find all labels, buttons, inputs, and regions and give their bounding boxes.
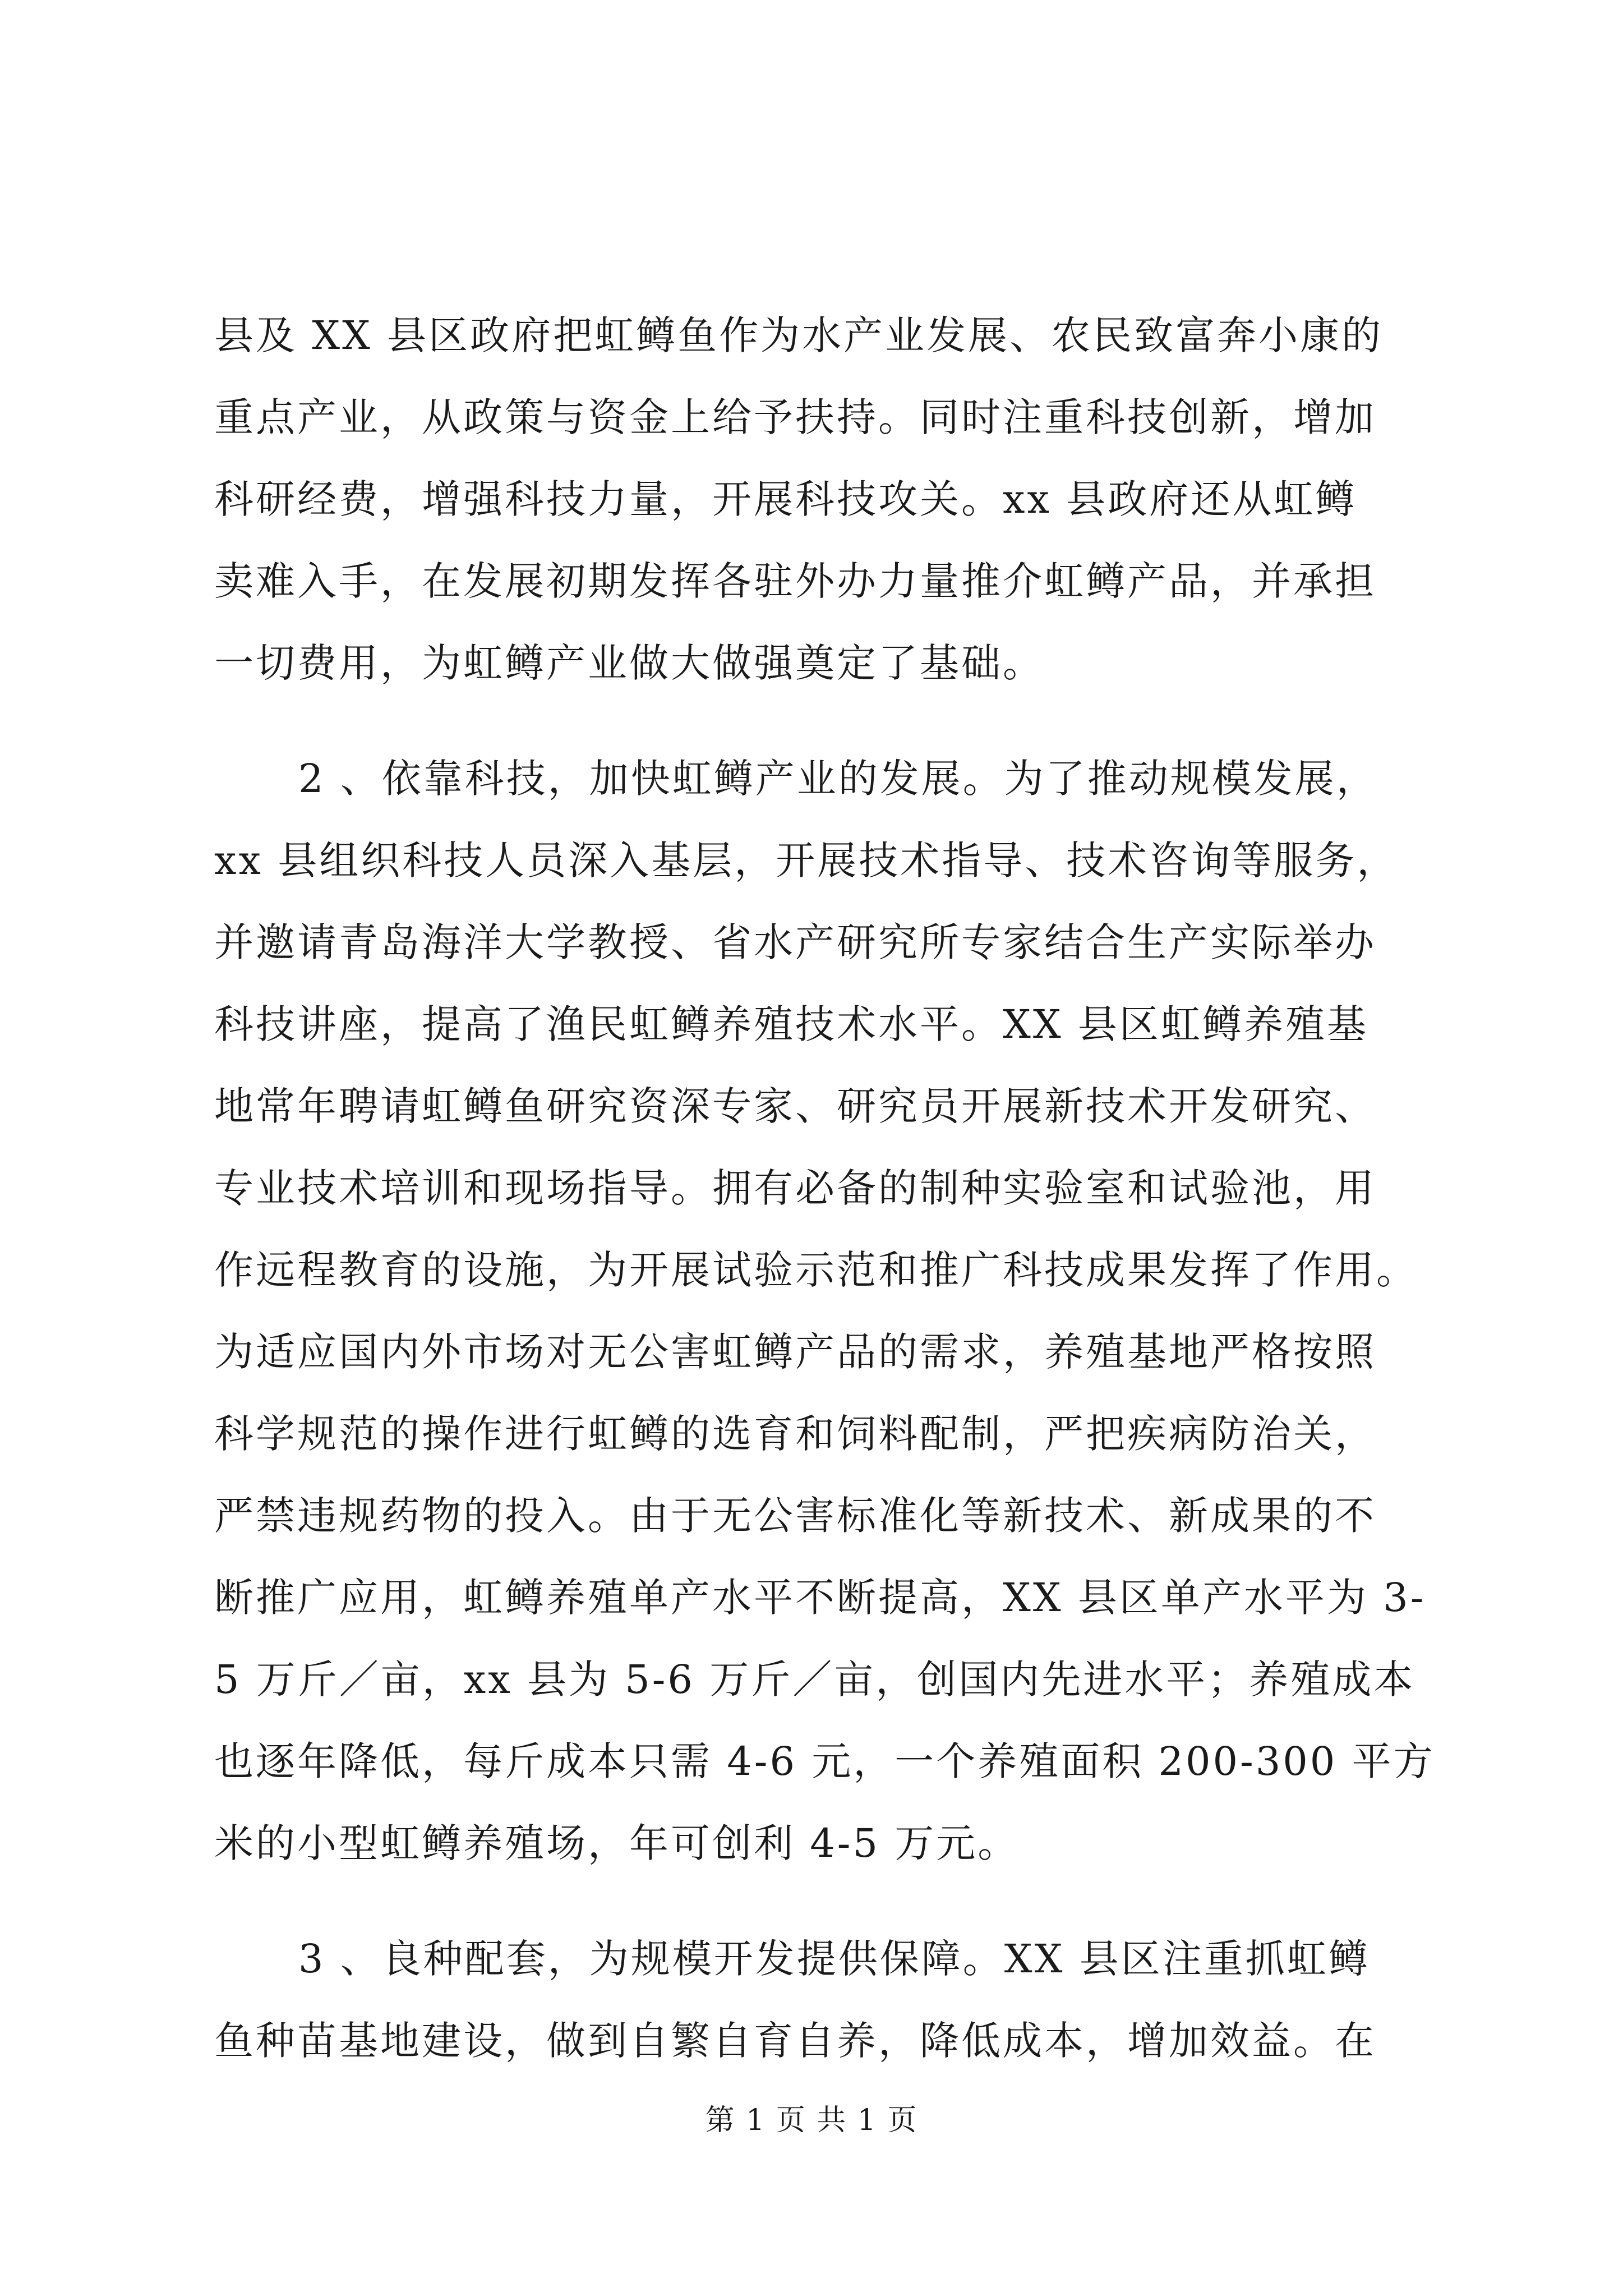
text-line: 严禁违规药物的投入。由于无公害标准化等新技术、新成果的不 [214, 1493, 1376, 1539]
paragraph-gap [214, 704, 1414, 738]
page-number-label: 第 1 页 共 1 页 [705, 2104, 918, 2137]
text-line: 专业技术培训和现场指导。拥有必备的制种实验室和试验池，用 [214, 1165, 1376, 1211]
text-line: 5 万斤／亩，xx 县为 5-6 万斤／亩，创国内先进水平；养殖成本 [214, 1657, 1415, 1703]
text-line: 卖难入手，在发展初期发挥各驻外办力量推介虹鳟产品，并承担 [214, 558, 1376, 604]
text-line: 2 、依靠科技，加快虹鳟产业的发展。为了推动规模发展， [298, 756, 1378, 802]
text-line: 也逐年降低，每斤成本只需 4-6 元，一个养殖面积 200-300 平方 [214, 1738, 1435, 1784]
paragraph-1 [214, 295, 1414, 704]
text-line: 作远程教育的设施，为开展试验示范和推广科技成果发挥了作用。 [214, 1247, 1418, 1293]
text-line: 科研经费，增强科技力量，开展科技攻关。xx 县政府还从虹鳟 [214, 476, 1357, 522]
text-line: 米的小型虹鳟养殖场，年可创利 4-5 万元。 [214, 1820, 1020, 1866]
text-line: 科学规范的操作进行虹鳟的选育和饲料配制，严把疾病防治关， [214, 1411, 1376, 1457]
text-line: 地常年聘请虹鳟鱼研究资深专家、研究员开展新技术开发研究、 [214, 1083, 1376, 1129]
paragraph-3 [214, 1918, 1414, 2082]
text-line: 重点产业，从政策与资金上给予扶持。同时注重科技创新，增加 [214, 394, 1376, 440]
text-line: 为适应国内外市场对无公害虹鳟产品的需求，养殖基地严格按照 [214, 1329, 1376, 1375]
paragraph-2 [214, 738, 1435, 1884]
text-line: 科技讲座，提高了渔民虹鳟养殖技术水平。XX 县区虹鳟养殖基 [214, 1001, 1368, 1047]
text-line: 鱼种苗基地建设，做到自繁自育自养，降低成本，增加效益。在 [214, 2018, 1376, 2064]
text-line: xx 县组织科技人员深入基层，开展技术指导、技术咨询等服务， [214, 838, 1399, 884]
text-line: 并邀请青岛海洋大学教授、省水产研究所专家结合生产实际举办 [214, 919, 1376, 965]
paragraph-gap [214, 1884, 1414, 1918]
document-body [214, 295, 1435, 2082]
text-line: 一切费用，为虹鳟产业做大做强奠定了基础。 [214, 640, 1044, 686]
page-footer [0, 2101, 1623, 2140]
text-line: 3 、良种配套，为规模开发提供保障。XX 县区注重抓虹鳟 [298, 1936, 1370, 1982]
text-line: 断推广应用，虹鳟养殖单产水平不断提高，XX 县区单产水平为 3- [214, 1575, 1426, 1621]
text-line: 县及 XX 县区政府把虹鳟鱼作为水产业发展、农民致富奔小康的 [214, 312, 1384, 358]
